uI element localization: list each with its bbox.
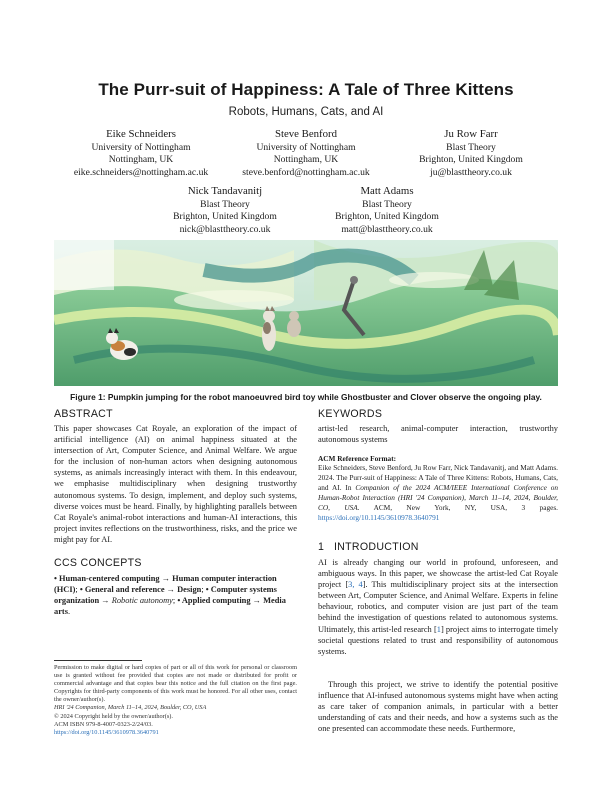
- author-affiliation: Blast Theory: [200, 198, 250, 210]
- author-location: Brighton, United Kingdom: [419, 154, 523, 166]
- ccs-part: • Human-centered computing → Human computer interaction (HCI): [54, 574, 277, 595]
- keywords-text: artist-led research, animal-computer interaction, trustworthy autonomous systems: [318, 424, 558, 445]
- intro-paragraph-2: Through this project, we strive to identify the potential positive influence that AI-infused autonomous systems might have when acting as care taker of companion animals, in particular with a better understanding of cats and their needs, and how a systems such as the one presented can accommodate these needs. Furthermore,: [318, 680, 558, 734]
- author-affiliation: Blast Theory: [446, 141, 496, 153]
- author-name: Steve Benford: [274, 128, 338, 140]
- author-affiliation: University of Nottingham: [91, 141, 191, 153]
- citation-link[interactable]: 3, 4: [348, 580, 363, 590]
- enclosure-illustration: [54, 240, 558, 386]
- figure-cat-enclosure-photo: [54, 240, 558, 386]
- paper-title: The Purr-suit of Happiness: A Tale of Three Kittens: [98, 80, 514, 99]
- intro-heading-number: 1: [318, 541, 325, 553]
- acm-ref-doi-link[interactable]: https://doi.org/10.1145/3610978.3640791: [318, 513, 440, 522]
- author-location: Brighton, United Kingdom: [173, 211, 277, 223]
- author-name: Matt Adams: [360, 185, 414, 197]
- author-name: Nick Tandavanitj: [187, 185, 263, 197]
- author-block: [282, 185, 492, 236]
- author-email[interactable]: eike.schneiders@nottingham.ac.uk: [73, 166, 209, 178]
- intro-heading: [318, 541, 558, 553]
- author-block: [366, 128, 576, 179]
- author-email[interactable]: matt@blasttheory.co.uk: [341, 223, 433, 235]
- acm-ref-venue: Companion of the 2024 ACM/IEEE International Conference on Human-Robot Interaction (HRI '24 Companion), March 11–14, 2024, Boulder, CO, USA.: [318, 483, 558, 512]
- author-name: Eike Schneiders: [106, 128, 176, 140]
- ccs-part: Robotic autonomy: [111, 596, 173, 606]
- paper-subtitle: Robots, Humans, Cats, and AI: [228, 106, 384, 118]
- cat-jumping: [262, 306, 276, 351]
- permission-text: Permission to make digital or hard copies of part or all of this work for personal or classroom use is granted without fee provided that copies are not made or distributed for profit or commercial advantage and that copies bear this notice and the full citation on the first page. Copyrights for third-party components of this work must be honored. For all other uses, contact the owner/author(s).: [54, 664, 297, 704]
- intro-text: ] project aims to interrogate timely societal questions related to trust and responsibility of autonomous systems.: [318, 624, 559, 656]
- author-affiliation: University of Nottingham: [256, 141, 356, 153]
- author-email[interactable]: nick@blasttheory.co.uk: [179, 223, 271, 235]
- ccs-part: • General and reference → Design: [79, 585, 202, 595]
- ccs-part: ;: [172, 596, 178, 606]
- author-location: Nottingham, UK: [273, 154, 339, 166]
- author-location: Nottingham, UK: [108, 154, 174, 166]
- author-email[interactable]: steve.benford@nottingham.ac.uk: [242, 166, 370, 178]
- abstract-text: This paper showcases Cat Royale, an exploration of the impact of artificial intelligence (AI) on animal happiness situated at the intersection of Art, Computer Science, and Animal Welfare. We argue for the inclusion of non-human actors when designing autonomous systems, as animals increasingly interact with them. In this endeavour, we emphasise multidisciplinary when designing trustworthy autonomous systems. To design, implement, and deploy such systems, diverse voices must be heard. Finally, by highlighting parallels between Cat Royale's animal-robot interactions and human-AI interactions, this project invites reflections on the trustworthiness, risks, and the price we might pay for AI.: [54, 424, 297, 544]
- author-affiliation: Blast Theory: [362, 198, 412, 210]
- ccs-part: • Applied computing → Media arts: [54, 596, 286, 617]
- ccs-part: →: [99, 596, 112, 606]
- intro-text: ]. This multidisciplinary project sits at the intersection between Art, Computer Science, and Animal Welfare. Experts in feline behaviour, robotics, and computer vision are just part of the team behind the investigation of questions related to autonomous systems. Ultimately, this artist-led research [: [318, 580, 558, 634]
- figure-caption: Figure 1: Pumpkin jumping for the robot manoeuvred bird toy while Ghostbuster and Clover observe the ongoing play.: [70, 392, 542, 402]
- keywords-heading: KEYWORDS: [318, 408, 383, 420]
- intro-heading-text: INTRODUCTION: [333, 541, 419, 553]
- citation-link[interactable]: 1: [436, 624, 441, 634]
- acm-ref-heading: ACM Reference Format:: [318, 454, 397, 463]
- author-name: Ju Row Farr: [444, 128, 498, 140]
- ccs-part: ;: [75, 585, 80, 595]
- acm-ref-text: [318, 463, 558, 523]
- ccs-part: • Computer systems organization: [54, 585, 277, 606]
- copyright-line: © 2024 Copyright held by the owner/author(s).: [54, 712, 173, 720]
- intro-paragraph-1: [318, 557, 558, 657]
- ccs-text: [54, 573, 297, 617]
- venue-line: HRI '24 Companion, March 11–14, 2024, Boulder, CO, USA: [54, 704, 207, 712]
- intro-text: AI is already changing our world in profound, unforeseen, and ambiguous ways. In this paper, we showcase the artist-led Cat Royale project [: [318, 558, 558, 590]
- abstract-heading: ABSTRACT: [54, 408, 113, 420]
- ccs-heading: CCS CONCEPTS: [54, 557, 142, 569]
- ccs-part: .: [67, 607, 71, 617]
- author-email[interactable]: ju@blasttheory.co.uk: [430, 166, 512, 178]
- isbn-line: ACM ISBN 979-8-4007-0323-2/24/03.: [54, 720, 153, 728]
- acm-ref-authors: Eike Schneiders, Steve Benford, Ju Row Farr, Nick Tandavanitj, and Matt Adams. 2024. The Purr-suit of Happiness: A Tale of Three Kittens: Robots, Humans, Cats, and AI. In: [318, 463, 558, 492]
- doi-link[interactable]: https://doi.org/10.1145/3610978.3640791: [54, 728, 159, 736]
- permission-block: [54, 664, 297, 737]
- acm-ref-publisher: ACM, New York, NY, USA, 3 pages.: [359, 503, 558, 512]
- footnote-rule: [54, 660, 142, 661]
- author-location: Brighton, United Kingdom: [335, 211, 439, 223]
- ccs-part: ;: [201, 585, 206, 595]
